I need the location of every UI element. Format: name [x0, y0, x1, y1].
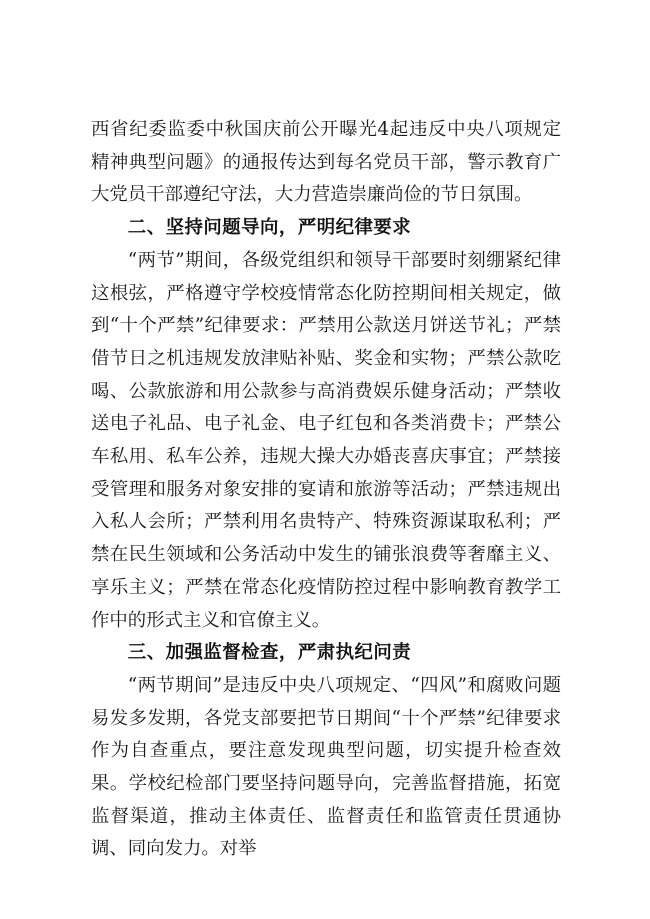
paragraph-intro: 西省纪委监委中秋国庆前公开曝光4起违反中央八项规定精神典型问题》的通报传达到每名党员干部，警示教育广大党员干部遵纪守法，大力营造崇廉尚俭的节日氛围。: [91, 119, 561, 206]
section-heading-2: 二、坚持问题导向，严明纪律要求: [127, 217, 412, 239]
paragraph-supervision: “两节期间”是违反中央八项规定、“四风”和腐败问题易发多发期，各党支部要把节日期间“十个严禁”纪律要求作为自查重点，要注意发现典型问题，切实提升检查效果。学校纪检部门要坚持问题导向，完善监督措施，拓宽监督渠道，推动主体责任、监督责任和监管责任贯通协调、同向发力。对举: [91, 674, 561, 860]
document-body: [91, 114, 561, 866]
section-heading-3: 三、加强监督检查，严肃执纪问责: [127, 642, 412, 664]
paragraph-discipline-requirements: “两节”期间，各级党组织和领导干部要时刻绷紧纪律这根弦，严格遵守学校疫情常态化防控期间相关规定，做到“十个严禁”纪律要求：严禁用公款送月饼送节礼；严禁借节日之机违规发放津贴补贴、奖金和实物；严禁公款吃喝、公款旅游和用公款参与高消费娱乐健身活动；严禁收送电子礼品、电子礼金、电子红包和各类消费卡；严禁公车私用、私车公养，违规大操大办婚丧喜庆事宜；严禁接受管理和服务对象安排的宴请和旅游等活动；严禁违规出入私人会所；严禁利用名贵特产、特殊资源谋取私利；严禁在民生领域和公务活动中发生的铺张浪费等奢靡主义、享乐主义；严禁在常态化疫情防控过程中影响教育教学工作中的形式主义和官僚主义。: [91, 249, 561, 631]
